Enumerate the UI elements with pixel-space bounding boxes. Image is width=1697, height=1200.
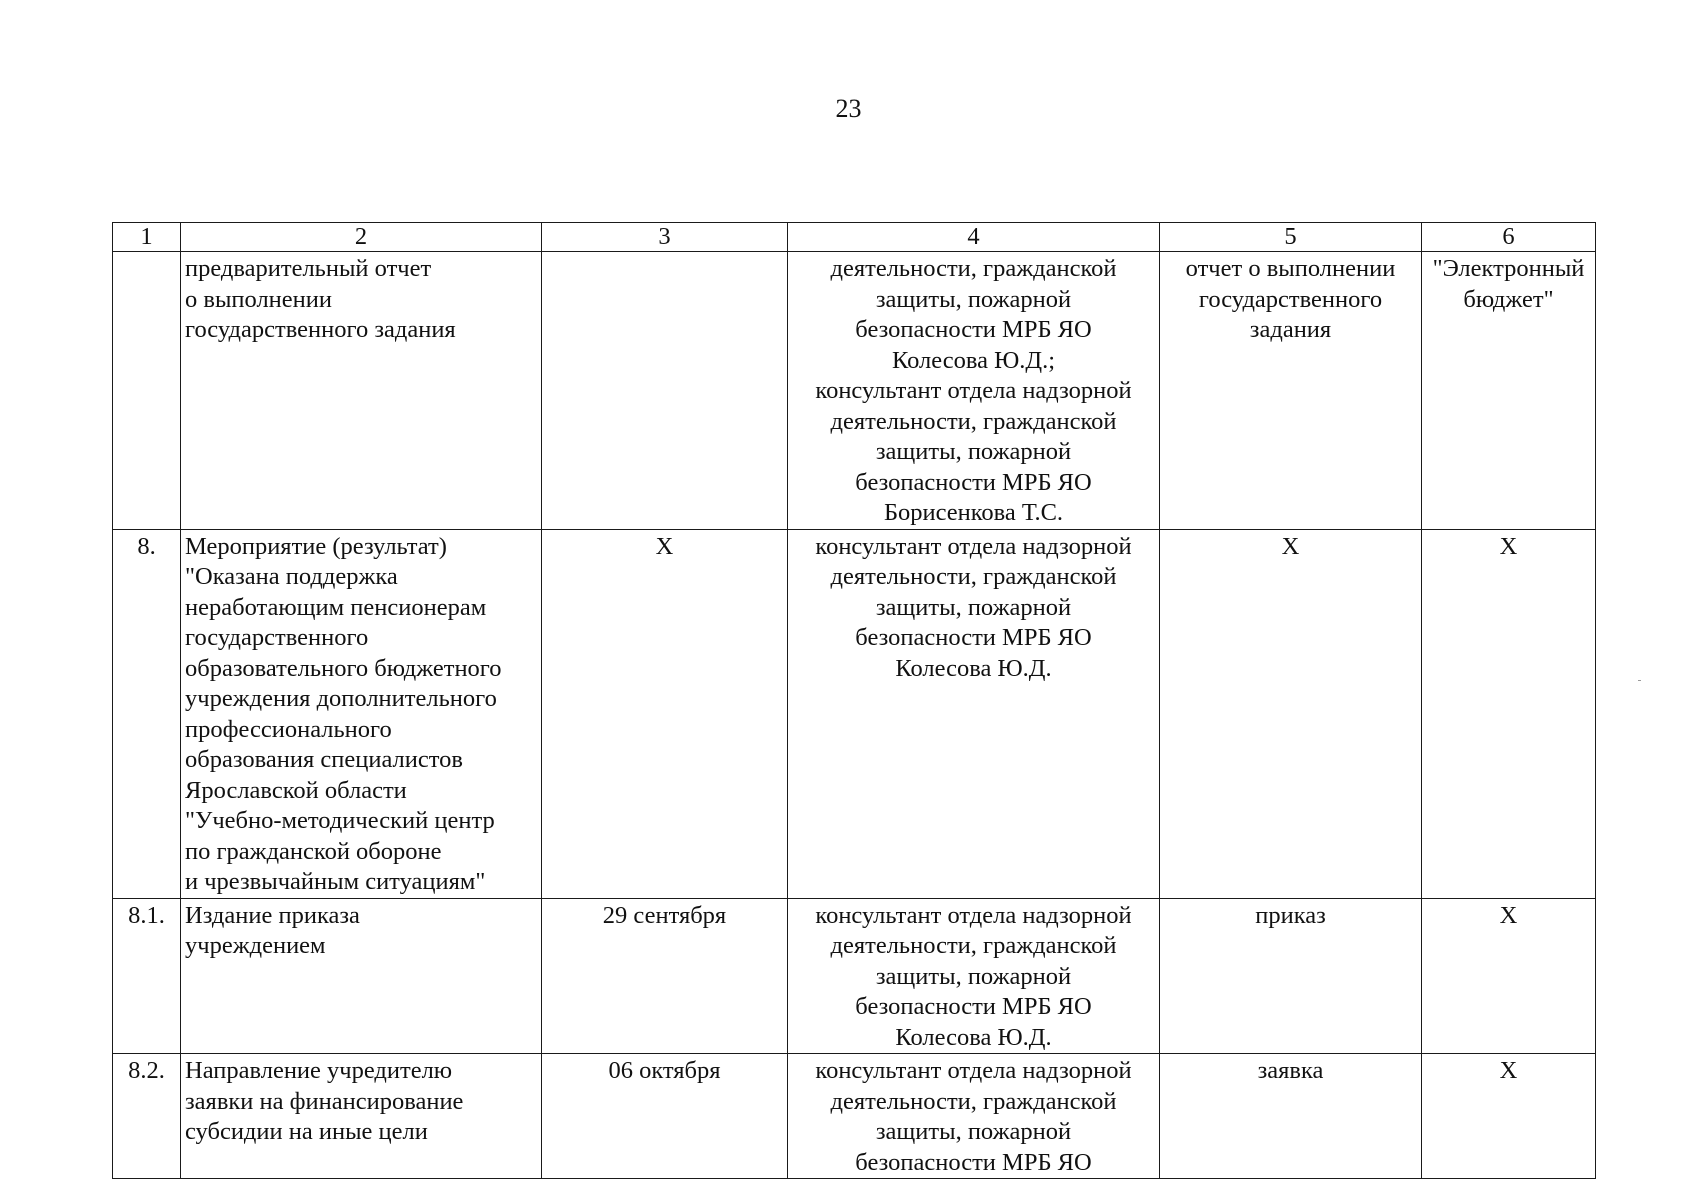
row-system: "Электронный бюджет" <box>1422 252 1596 530</box>
page-number: 23 <box>835 94 862 123</box>
table-row <box>113 252 1596 530</box>
row-system: X <box>1422 898 1596 1054</box>
row-system: X <box>1422 1054 1596 1179</box>
row-deadline: 06 октября <box>542 1054 788 1179</box>
row-name: Издание приказа учреждением <box>181 898 542 1054</box>
row-deadline <box>542 252 788 530</box>
row-name: Направление учредителю заявки на финансирование субсидии на иные цели <box>181 1054 542 1179</box>
row-number: 8.2. <box>113 1054 181 1179</box>
row-result: отчет о выполнении государственного задания <box>1160 252 1422 530</box>
column-header: 2 <box>181 223 542 252</box>
row-responsible: консультант отдела надзорной деятельности, гражданской защиты, пожарной безопасности МРБ ЯО Колесова Ю.Д. <box>788 529 1160 898</box>
row-result: заявка <box>1160 1054 1422 1179</box>
row-deadline: 29 сентября <box>542 898 788 1054</box>
row-responsible: консультант отдела надзорной деятельности, гражданской защиты, пожарной безопасности МРБ ЯО Колесова Ю.Д. <box>788 898 1160 1054</box>
column-header: 5 <box>1160 223 1422 252</box>
row-result: приказ <box>1160 898 1422 1054</box>
plan-table <box>112 222 1596 1179</box>
table-header-row <box>113 223 1596 252</box>
column-header: 6 <box>1422 223 1596 252</box>
row-number: 8.1. <box>113 898 181 1054</box>
scan-artifact <box>1638 680 1641 681</box>
table-row <box>113 898 1596 1054</box>
row-name: предварительный отчет о выполнении государственного задания <box>181 252 542 530</box>
row-responsible: консультант отдела надзорной деятельности, гражданской защиты, пожарной безопасности МРБ ЯО <box>788 1054 1160 1179</box>
table-row <box>113 1054 1596 1179</box>
row-name: Мероприятие (результат) "Оказана поддержка неработающим пенсионерам государственного образовательного бюджетного учреждения дополнительного профессионального образования специалистов Ярославской области "Учебно-методический центр по гражданской обороне и чрезвычайным ситуациям" <box>181 529 542 898</box>
row-result: X <box>1160 529 1422 898</box>
row-number <box>113 252 181 530</box>
column-header: 1 <box>113 223 181 252</box>
row-deadline: X <box>542 529 788 898</box>
table-row <box>113 529 1596 898</box>
row-responsible: деятельности, гражданской защиты, пожарной безопасности МРБ ЯО Колесова Ю.Д.; консультант отдела надзорной деятельности, гражданской защиты, пожарной безопасности МРБ ЯО Борисенкова Т.С. <box>788 252 1160 530</box>
row-system: X <box>1422 529 1596 898</box>
row-number: 8. <box>113 529 181 898</box>
column-header: 3 <box>542 223 788 252</box>
column-header: 4 <box>788 223 1160 252</box>
